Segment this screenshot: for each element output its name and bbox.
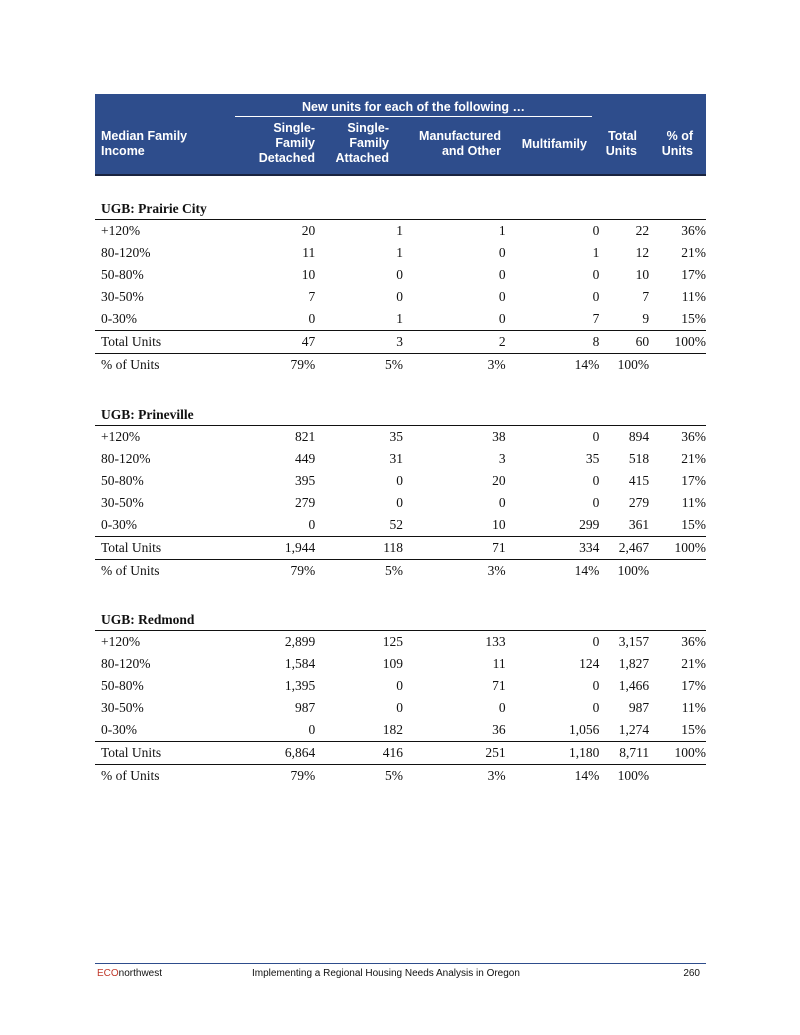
- table-cell: 10: [635, 267, 650, 282]
- table-cell: 5%: [385, 357, 403, 372]
- row-percent-of-units: [95, 765, 706, 787]
- row-label: 80-120%: [101, 451, 151, 466]
- table-cell: 11: [302, 245, 316, 260]
- table-cell: 0: [396, 267, 403, 282]
- table-cell: 0: [498, 700, 506, 715]
- table-cell: [649, 765, 706, 787]
- table-cell: 0: [592, 429, 600, 444]
- row-0-30: [95, 308, 706, 331]
- table-cell: 0: [592, 634, 600, 649]
- table-cell: 0: [592, 473, 600, 488]
- table-cell: 52: [389, 517, 403, 532]
- row-30-50: [95, 286, 706, 308]
- table-cell: 1: [498, 223, 506, 238]
- housing-units-table: [95, 94, 706, 783]
- table-cell: 11%: [681, 700, 706, 715]
- table-cell: 118: [383, 540, 403, 555]
- col-header-single-family-attached: Single- Family Attached: [335, 121, 389, 165]
- table-cell: 20: [492, 473, 506, 488]
- table-cell: 0: [592, 289, 600, 304]
- row-label: Total Units: [101, 540, 162, 555]
- table-cell: 1: [396, 311, 403, 326]
- row-label: % of Units: [101, 563, 160, 578]
- table-cell: 47: [301, 334, 316, 349]
- section-title: UGB: Redmond: [95, 610, 706, 631]
- brand-eco: ECO: [97, 968, 119, 979]
- table-cell: 449: [295, 451, 316, 466]
- table-cell: 17%: [681, 267, 706, 282]
- row-0-30: [95, 514, 706, 537]
- row-label: 50-80%: [101, 473, 144, 488]
- row-80-120: [95, 448, 706, 470]
- table-section: [95, 405, 706, 582]
- row-total-units: [95, 331, 706, 354]
- table-cell: 7: [642, 289, 650, 304]
- table-cell: 60: [635, 334, 650, 349]
- table-cell: 0: [308, 517, 316, 532]
- company-brand: [97, 968, 162, 979]
- col-header-total-units: Total Units: [605, 129, 637, 158]
- table-cell: 79%: [290, 563, 316, 578]
- table-cell: 0: [498, 495, 506, 510]
- table-cell: [649, 560, 706, 582]
- table-cell: 36: [492, 722, 506, 737]
- row-total-units: [95, 742, 706, 765]
- row-label: +120%: [101, 429, 141, 444]
- table-cell: 35: [585, 451, 600, 466]
- column-group-underline: [235, 116, 592, 117]
- section-title: UGB: Prineville: [95, 405, 706, 426]
- table-cell: 0: [396, 678, 403, 693]
- table-cell: 1,274: [618, 722, 650, 737]
- row-label: Total Units: [101, 334, 162, 349]
- row-label: 0-30%: [101, 722, 137, 737]
- table-cell: 1,584: [284, 656, 316, 671]
- table-cell: 3: [498, 451, 506, 466]
- table-cell: 79%: [290, 768, 316, 783]
- row-plus-120: [95, 426, 706, 448]
- row-label: 30-50%: [101, 700, 144, 715]
- row-label: 30-50%: [101, 289, 144, 304]
- table-cell: 36%: [681, 634, 706, 649]
- table-cell: 1,056: [568, 722, 600, 737]
- table-cell: [649, 354, 706, 376]
- row-80-120: [95, 653, 706, 675]
- table-cell: 3%: [487, 357, 506, 372]
- table-header: [95, 94, 706, 176]
- table-cell: 2,899: [284, 634, 316, 649]
- row-label: 80-120%: [101, 656, 151, 671]
- table-cell: 416: [382, 745, 403, 760]
- table-cell: 22: [635, 223, 650, 238]
- table-cell: 0: [592, 495, 600, 510]
- row-label: 50-80%: [101, 678, 144, 693]
- table-cell: 14%: [574, 563, 600, 578]
- table-cell: 124: [579, 656, 600, 671]
- table-cell: 21%: [681, 656, 706, 671]
- table-cell: 0: [396, 289, 403, 304]
- brand-rest: northwest: [118, 968, 163, 979]
- table-cell: 1,827: [618, 656, 650, 671]
- row-percent-of-units: [95, 560, 706, 582]
- table-cell: 299: [579, 517, 600, 532]
- table-cell: 100%: [674, 540, 706, 555]
- section-title: UGB: Prairie City: [95, 199, 706, 220]
- col-header-median-family-income: Median Family Income: [101, 129, 188, 158]
- row-label: 0-30%: [101, 311, 137, 326]
- table-cell: 133: [485, 634, 506, 649]
- row-label: +120%: [101, 634, 141, 649]
- table-cell: 415: [628, 473, 650, 488]
- table-cell: 17%: [681, 473, 706, 488]
- table-cell: 36%: [681, 223, 706, 238]
- row-50-80: [95, 470, 706, 492]
- row-30-50: [95, 492, 706, 514]
- table-cell: 182: [382, 722, 403, 737]
- table-cell: 0: [592, 678, 600, 693]
- table-cell: 3%: [487, 563, 506, 578]
- table-cell: 0: [498, 311, 506, 326]
- column-group-title: New units for each of the following …: [302, 100, 525, 114]
- table-cell: 5%: [385, 768, 403, 783]
- table-cell: 100%: [674, 334, 706, 349]
- row-label: +120%: [101, 223, 141, 238]
- table-cell: 1,944: [284, 540, 316, 555]
- table-cell: 334: [579, 540, 600, 555]
- table-cell: 0: [498, 289, 506, 304]
- table-cell: 35: [389, 429, 403, 444]
- row-label: 80-120%: [101, 245, 151, 260]
- col-header-manufactured-and-other: Manufactured and Other: [419, 129, 501, 158]
- table-cell: 38: [492, 429, 506, 444]
- table-cell: 11%: [681, 289, 706, 304]
- table-cell: 100%: [674, 745, 706, 760]
- table-cell: 11%: [681, 495, 706, 510]
- row-label: Total Units: [101, 745, 162, 760]
- table-cell: 109: [382, 656, 403, 671]
- table-cell: 6,864: [284, 745, 316, 760]
- table-cell: 14%: [574, 768, 600, 783]
- table-cell: 0: [396, 495, 403, 510]
- table-cell: 987: [628, 700, 650, 715]
- table-cell: 15%: [681, 311, 706, 326]
- table-cell: 0: [592, 267, 600, 282]
- table-cell: 20: [301, 223, 316, 238]
- col-header-multifamily: Multifamily: [521, 137, 587, 151]
- table-cell: 821: [295, 429, 316, 444]
- table-cell: 79%: [290, 357, 316, 372]
- row-label: 30-50%: [101, 495, 144, 510]
- row-80-120: [95, 242, 706, 264]
- row-0-30: [95, 719, 706, 742]
- table-cell: 5%: [385, 563, 403, 578]
- table-cell: 10: [492, 517, 506, 532]
- table-cell: 279: [628, 495, 650, 510]
- table-cell: 1: [396, 245, 403, 260]
- table-cell: 17%: [681, 678, 706, 693]
- table-cell: 9: [642, 311, 650, 326]
- table-cell: 1: [396, 223, 403, 238]
- table-cell: 361: [628, 517, 650, 532]
- table-cell: 251: [485, 745, 506, 760]
- table-cell: 0: [396, 700, 403, 715]
- table-cell: 0: [498, 267, 506, 282]
- table-cell: 0: [308, 722, 316, 737]
- row-label: 0-30%: [101, 517, 137, 532]
- table-cell: 8,711: [619, 745, 650, 760]
- table-cell: 125: [382, 634, 403, 649]
- table-cell: 14%: [574, 357, 600, 372]
- table-cell: 21%: [681, 451, 706, 466]
- table-cell: 0: [592, 700, 600, 715]
- table-cell: 0: [498, 245, 506, 260]
- document-title: Implementing a Regional Housing Needs Analysis in Oregon: [252, 968, 520, 979]
- table-cell: 7: [308, 289, 316, 304]
- table-cell: 3: [396, 334, 403, 349]
- table-cell: 100%: [617, 563, 650, 578]
- table-cell: 1,180: [568, 745, 600, 760]
- table-cell: 0: [592, 223, 600, 238]
- table-cell: 987: [295, 700, 316, 715]
- table-cell: 2,467: [618, 540, 650, 555]
- row-percent-of-units: [95, 354, 706, 376]
- table-cell: 71: [492, 678, 506, 693]
- table-cell: 1: [592, 245, 600, 260]
- page-number: 260: [683, 968, 700, 979]
- table-cell: 3%: [487, 768, 506, 783]
- table-cell: 10: [301, 267, 316, 282]
- table-cell: 15%: [681, 722, 706, 737]
- col-header-percent-of-units: % of Units: [661, 129, 693, 158]
- row-label: % of Units: [101, 357, 160, 372]
- table-cell: 100%: [617, 357, 650, 372]
- table-cell: 21%: [681, 245, 706, 260]
- table-cell: 31: [389, 451, 403, 466]
- table-cell: 7: [592, 311, 600, 326]
- row-plus-120: [95, 631, 706, 653]
- row-label: 50-80%: [101, 267, 144, 282]
- table-cell: 12: [635, 245, 650, 260]
- row-50-80: [95, 675, 706, 697]
- table-cell: 1,395: [284, 678, 316, 693]
- table-cell: 518: [628, 451, 650, 466]
- table-cell: 2: [498, 334, 506, 349]
- table-cell: 71: [492, 540, 506, 555]
- row-total-units: [95, 537, 706, 560]
- table-cell: 11: [492, 656, 506, 671]
- table-cell: 8: [592, 334, 600, 349]
- table-cell: 395: [295, 473, 316, 488]
- col-header-single-family-detached: Single- Family Detached: [258, 121, 315, 165]
- table-cell: 3,157: [618, 634, 650, 649]
- table-cell: 100%: [617, 768, 650, 783]
- table-cell: 1,466: [618, 678, 650, 693]
- table-section: [95, 610, 706, 787]
- row-50-80: [95, 264, 706, 286]
- table-cell: 15%: [681, 517, 706, 532]
- row-label: % of Units: [101, 768, 160, 783]
- table-cell: 0: [396, 473, 403, 488]
- row-plus-120: [95, 220, 706, 242]
- table-cell: 0: [308, 311, 316, 326]
- table-section: [95, 199, 706, 376]
- table-cell: 279: [295, 495, 316, 510]
- table-cell: 36%: [681, 429, 706, 444]
- page-footer: [95, 963, 706, 980]
- table-cell: 894: [628, 429, 650, 444]
- row-30-50: [95, 697, 706, 719]
